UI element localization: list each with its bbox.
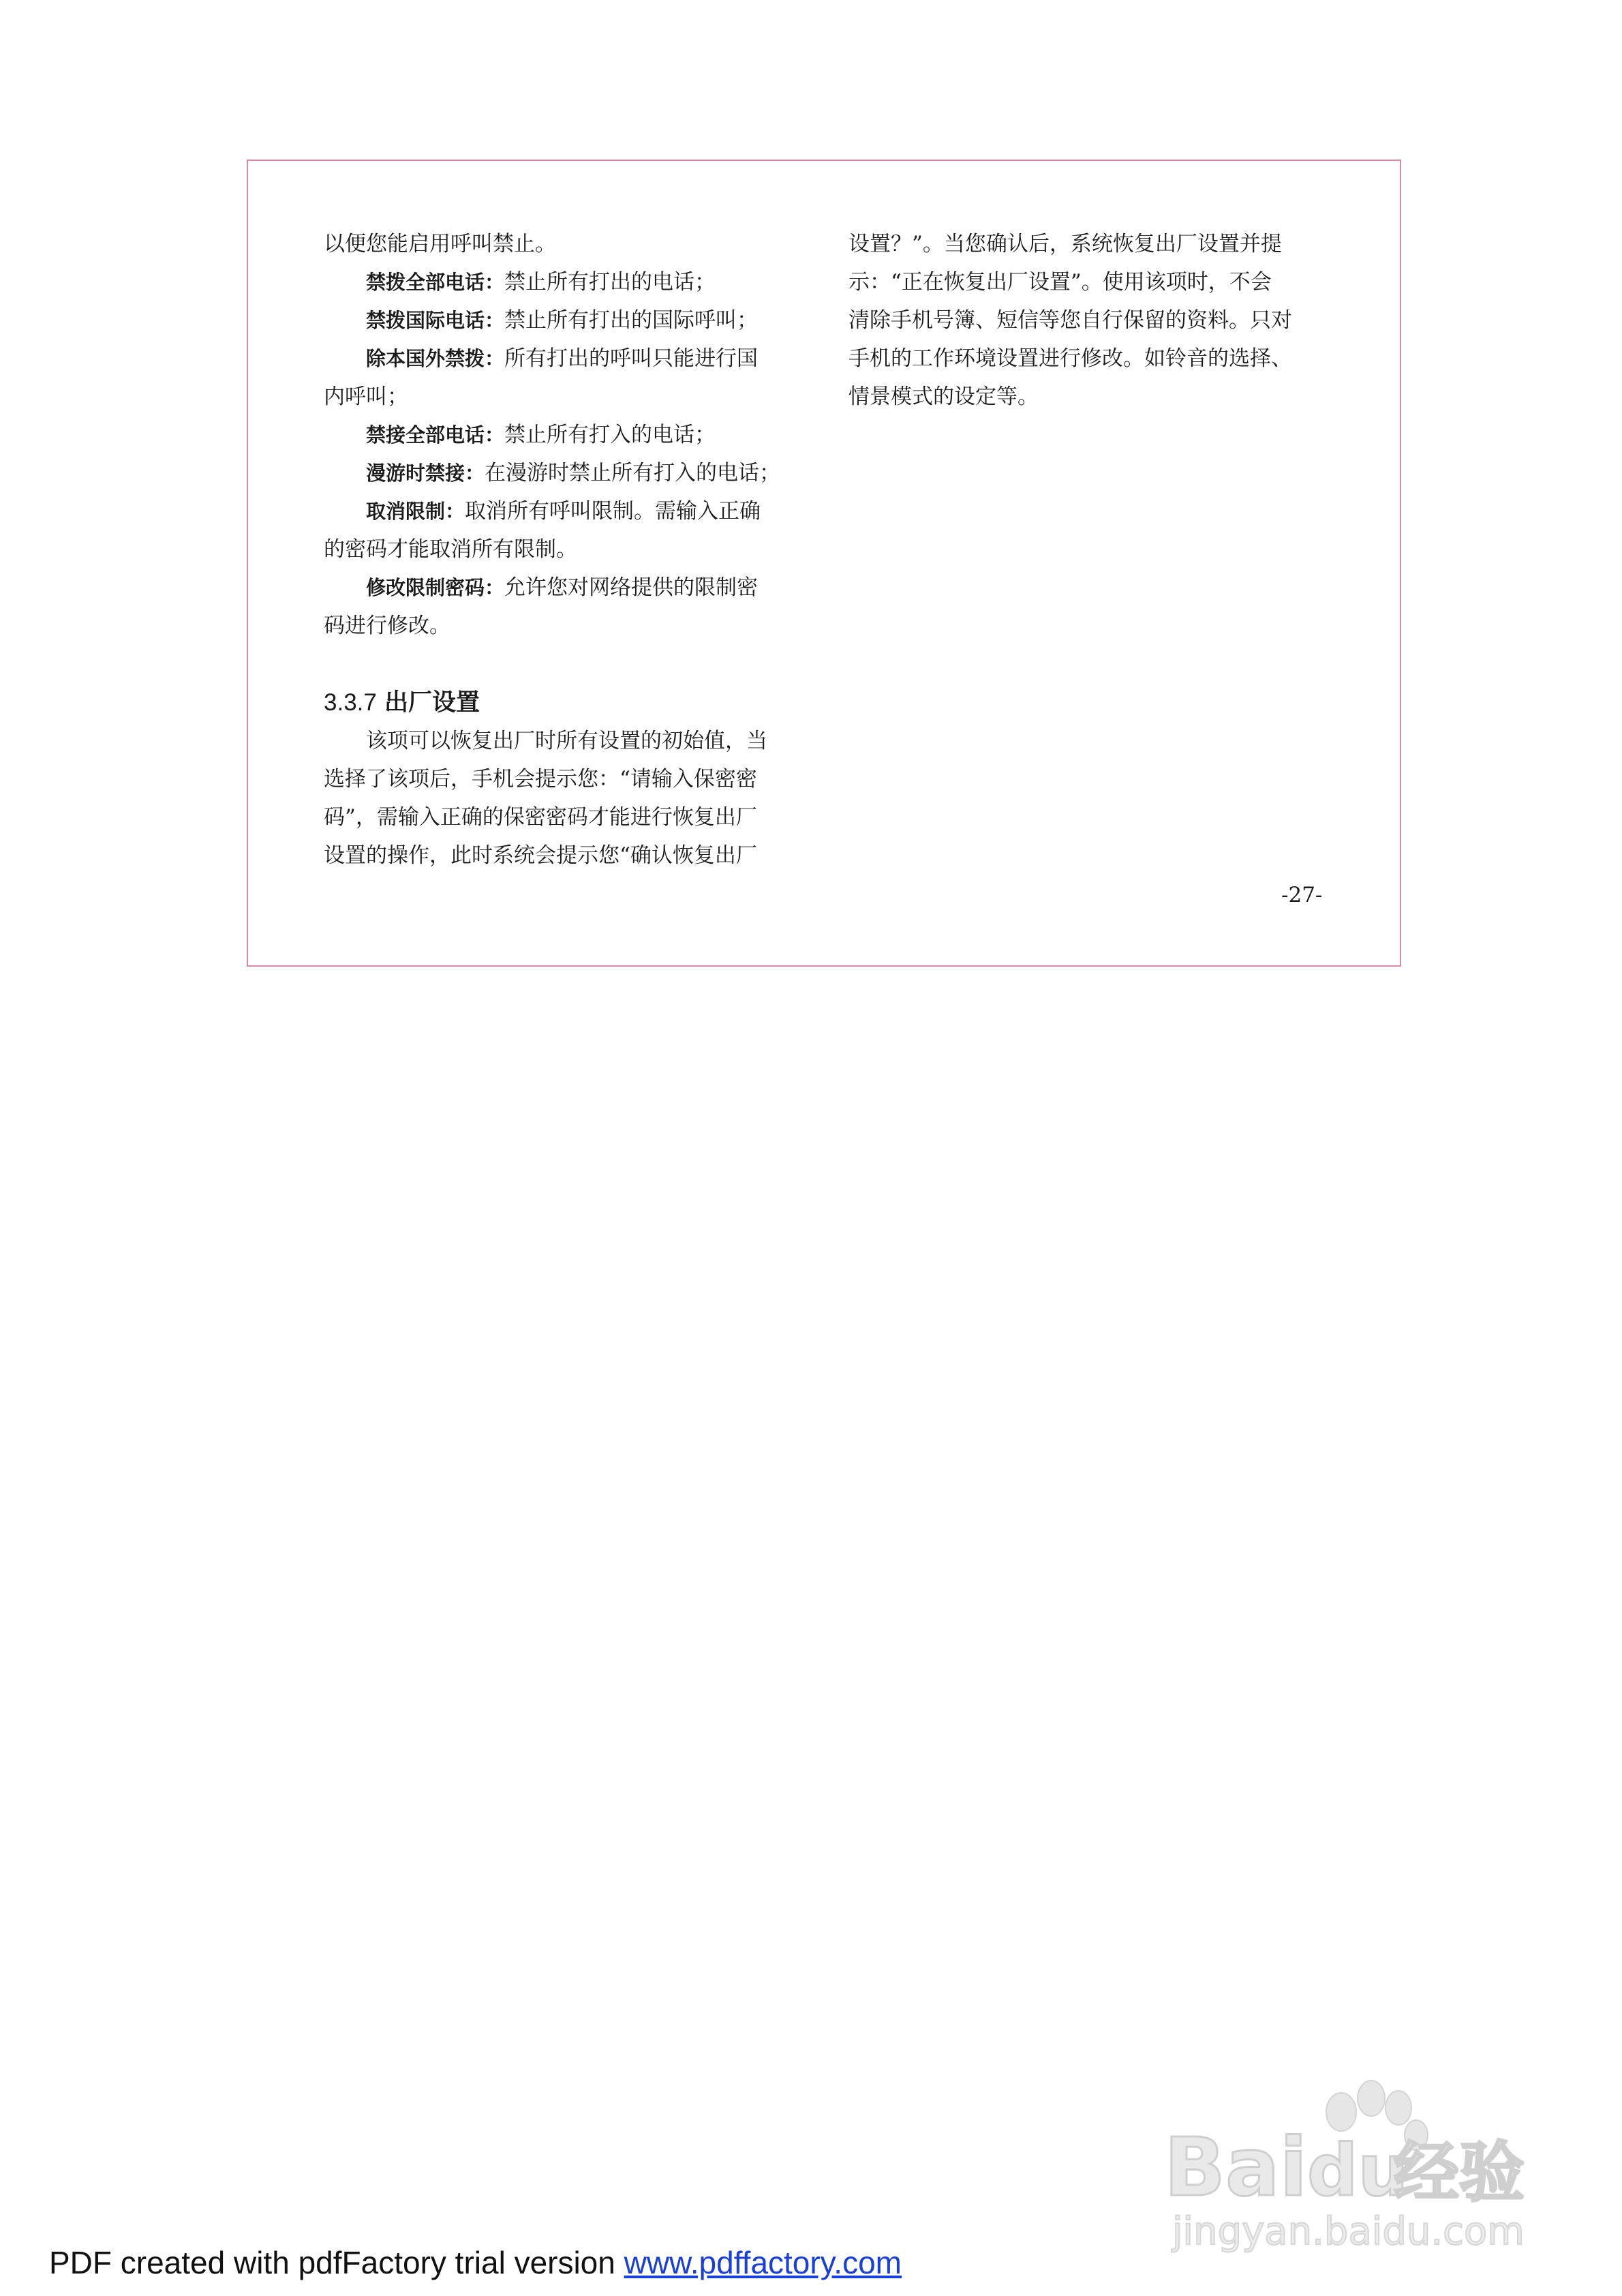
- body-line: 手机的工作环境设置进行修改。如铃音的选择、: [848, 346, 1292, 371]
- section-title: 出厂设置: [384, 689, 480, 716]
- list-item: 漫游时禁接：在漫游时禁止所有打入的电话；: [366, 461, 781, 485]
- list-item: 禁接全部电话：禁止所有打入的电话；: [366, 423, 716, 447]
- watermark-url: jingyan.baidu.com: [1172, 2209, 1525, 2254]
- watermark-brand: Bai: [1164, 2120, 1308, 2214]
- paw-toe: [1386, 2091, 1411, 2125]
- body-line: 码”，需输入正确的保密密码才能进行恢复出厂: [324, 805, 757, 830]
- intro-text: 以便您能启用呼叫禁止。: [324, 232, 556, 256]
- list-item: 除本国外禁拨：所有打出的呼叫只能进行国: [366, 346, 759, 371]
- left-column: [324, 225, 814, 645]
- list-item: 禁拨全部电话：禁止所有打出的电话；: [366, 270, 716, 294]
- baidu-watermark-logo: [1159, 2059, 1540, 2256]
- pdf-footer: [49, 2244, 902, 2281]
- list-item-continued: 内呼叫；: [324, 384, 408, 409]
- watermark-brand-du: du: [1307, 2129, 1409, 2212]
- body-line: 该项可以恢复出厂时所有设置的初始值，当: [366, 729, 767, 753]
- list-item-continued: 的密码才能取消所有限制。: [324, 537, 577, 562]
- paw-toe: [1358, 2081, 1385, 2116]
- list-item: 修改限制密码：允许您对网络提供的限制密: [366, 575, 759, 600]
- body-line: 示：“正在恢复出厂设置”。使用该项时，不会: [848, 270, 1272, 294]
- body-line: 设置的操作，此时系统会提示您“确认恢复出厂: [324, 843, 757, 868]
- body-line: 清除手机号簿、短信等您自行保留的资料。只对: [848, 308, 1292, 333]
- body-line: 设置？”。当您确认后，系统恢复出厂设置并提: [848, 232, 1282, 256]
- page-number: -27-: [1281, 883, 1323, 907]
- list-item: 禁拨国际电话：禁止所有打出的国际呼叫；: [366, 308, 759, 333]
- body-line: 选择了该项后，手机会提示您：“请输入保密密: [324, 767, 757, 791]
- paw-toe: [1326, 2093, 1356, 2131]
- section-number: 3.3.7: [324, 689, 377, 716]
- watermark-cn: 经验: [1394, 2134, 1525, 2211]
- footer-link[interactable]: www.pdffactory.com: [624, 2245, 902, 2280]
- section-body: [324, 722, 814, 875]
- footer-text: PDF created with pdfFactory trial version: [49, 2245, 624, 2280]
- body-line: 情景模式的设定等。: [848, 384, 1039, 409]
- list-item: 取消限制：取消所有呼叫限制。需输入正确: [366, 499, 761, 524]
- right-column: [848, 225, 1332, 416]
- list-item-continued: 码进行修改。: [324, 614, 450, 638]
- section-heading: [324, 684, 480, 722]
